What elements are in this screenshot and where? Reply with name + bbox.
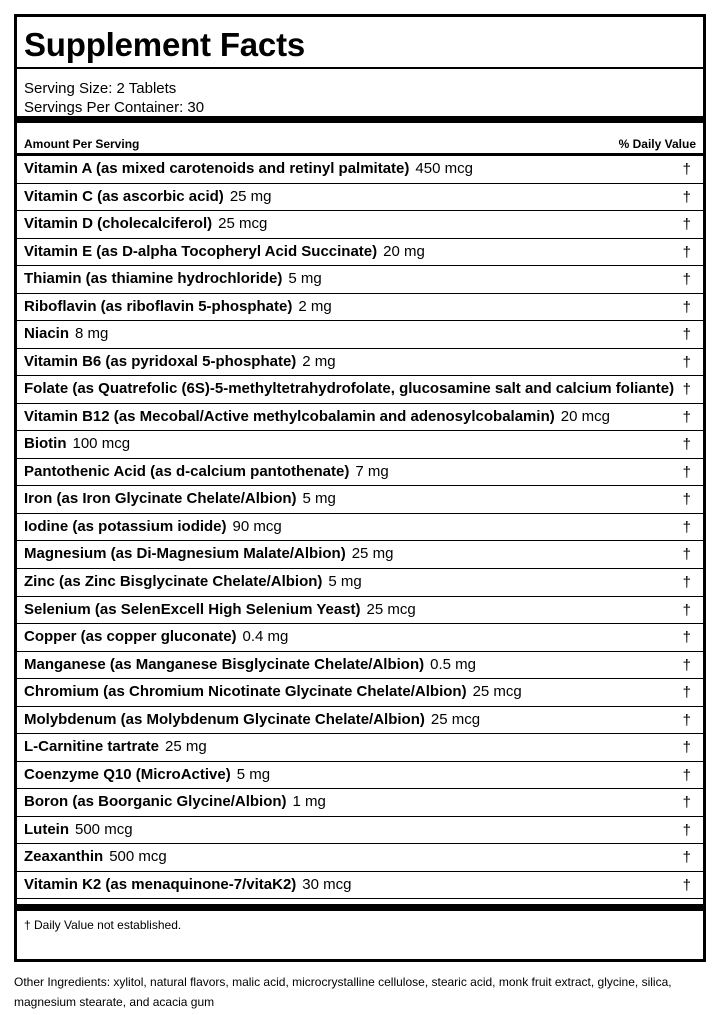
amount-per-serving-label: Amount Per Serving	[24, 137, 140, 151]
nutrient-row	[17, 184, 703, 212]
nutrient-name-cell	[24, 211, 267, 237]
nutrient-name-cell	[24, 597, 416, 623]
nutrient-name-cell	[24, 431, 130, 457]
nutrient-name-cell	[24, 294, 332, 320]
panel-title: Supplement Facts	[17, 17, 703, 69]
nutrient-name: Zinc (as Zinc Bisglycinate Chelate/Albion)	[24, 572, 323, 590]
nutrient-amount: 25 mcg	[218, 215, 268, 233]
nutrient-amount: 500 mcg	[75, 820, 133, 838]
nutrient-row	[17, 459, 703, 487]
nutrient-name: Manganese (as Manganese Bisglycinate Chelate/Albion)	[24, 655, 425, 673]
nutrient-amount: 5 mg	[328, 572, 362, 590]
nutrient-amount: 7 mg	[355, 462, 389, 480]
daily-value-dagger: †	[682, 629, 691, 647]
nutrient-amount: 2 mg	[298, 297, 332, 315]
other-ingredients: Other Ingredients: xylitol, natural flavors, malic acid, microcrystalline cellulose, stearic acid, monk fruit extract, glycine, silica, magnesium stearate, and acacia gum	[14, 975, 672, 1009]
nutrient-row	[17, 431, 703, 459]
nutrient-row	[17, 294, 703, 322]
nutrient-name: Riboflavin (as riboflavin 5-phosphate)	[24, 297, 293, 315]
nutrient-row	[17, 541, 703, 569]
nutrient-row	[17, 321, 703, 349]
nutrient-amount: 30 mcg	[302, 875, 352, 893]
nutrient-amount: 0.5 mg	[430, 655, 476, 673]
nutrient-amount: 25 mcg	[430, 710, 481, 728]
nutrient-name: Copper (as copper gluconate)	[24, 628, 237, 646]
nutrient-amount: 0.4 mg	[242, 628, 289, 646]
nutrient-row	[17, 349, 703, 377]
daily-value-dagger: †	[682, 766, 691, 784]
nutrient-name: Vitamin B6 (as pyridoxal 5-phosphate)	[24, 352, 297, 370]
nutrient-name-cell	[24, 707, 480, 733]
nutrient-amount: 25 mg	[229, 187, 272, 205]
nutrient-amount: 5 mg	[302, 490, 336, 508]
daily-value-dagger: †	[682, 739, 691, 757]
daily-value-dagger: †	[682, 353, 691, 371]
nutrient-name-cell	[24, 569, 362, 595]
column-header	[17, 130, 703, 156]
nutrient-amount: 5 mg	[288, 270, 322, 288]
nutrient-amount: 450 mcg	[415, 160, 473, 177]
nutrient-name-cell	[24, 184, 272, 210]
nutrient-name-cell	[24, 762, 270, 788]
nutrient-name: Zeaxanthin	[24, 848, 104, 866]
nutrient-row	[17, 624, 703, 652]
daily-value-dagger: †	[682, 381, 691, 399]
nutrient-name-cell	[24, 486, 336, 512]
nutrient-name-cell	[24, 349, 336, 375]
nutrient-amount: 100 mcg	[72, 435, 131, 453]
nutrient-table	[17, 156, 703, 899]
nutrient-name: Vitamin B12 (as Mecobal/Active methylcobalamin and adenosylcobalamin)	[24, 407, 555, 425]
daily-value-dagger: †	[682, 711, 691, 729]
daily-value-dagger: †	[682, 656, 691, 674]
nutrient-row	[17, 376, 703, 404]
nutrient-row	[17, 211, 703, 239]
nutrient-amount: 500 mcg	[109, 848, 167, 866]
nutrient-row	[17, 486, 703, 514]
nutrient-name: Iron (as Iron Glycinate Chelate/Albion)	[24, 490, 297, 508]
nutrient-amount: 1 mg	[292, 793, 326, 811]
nutrient-row	[17, 652, 703, 680]
nutrient-amount: 8 mg	[75, 325, 109, 343]
nutrient-amount: 25 mcg	[366, 600, 416, 618]
nutrient-row	[17, 597, 703, 625]
nutrient-name: Vitamin D (cholecalciferol)	[24, 215, 213, 233]
daily-value-dagger: †	[682, 821, 691, 839]
nutrient-name-cell	[24, 789, 326, 815]
nutrient-amount: 25 mcg	[472, 683, 522, 701]
nutrient-row	[17, 514, 703, 542]
nutrient-amount: 20 mg	[383, 242, 425, 260]
daily-value-dagger: †	[682, 298, 691, 316]
nutrient-name-cell	[24, 239, 425, 265]
nutrient-name-cell	[24, 266, 322, 292]
daily-value-dagger: †	[682, 271, 691, 289]
nutrient-amount: 20 mcg	[560, 407, 610, 425]
nutrient-name-cell	[24, 321, 108, 347]
nutrient-amount: 90 mcg	[232, 517, 282, 535]
nutrient-row	[17, 707, 703, 735]
nutrient-amount: 25 mg	[165, 738, 207, 756]
nutrient-row	[17, 872, 703, 900]
nutrient-name: Vitamin K2 (as menaquinone-7/vitaK2)	[24, 875, 297, 893]
nutrient-name: Iodine (as potassium iodide)	[24, 517, 227, 535]
nutrient-name: Boron (as Boorganic Glycine/Albion)	[24, 793, 287, 811]
nutrient-name: Chromium (as Chromium Nicotinate Glycinate Chelate/Albion)	[24, 683, 467, 701]
nutrient-row	[17, 817, 703, 845]
nutrient-name-cell	[24, 817, 133, 843]
daily-value-dagger: †	[682, 408, 691, 426]
nutrient-name-cell	[24, 156, 473, 182]
daily-value-dagger: †	[682, 188, 691, 206]
daily-value-dagger: †	[682, 684, 691, 702]
nutrient-name: Vitamin C (as ascorbic acid)	[24, 187, 224, 205]
nutrient-name: Lutein	[24, 820, 69, 838]
nutrient-name: Coenzyme Q10 (MicroActive)	[24, 765, 231, 783]
nutrient-name: Thiamin (as thiamine hydrochloride)	[24, 270, 283, 288]
nutrient-name-cell	[24, 376, 680, 402]
daily-value-dagger: †	[682, 216, 691, 234]
nutrient-amount: 2 mg	[302, 352, 336, 370]
nutrient-name: Vitamin E (as D-alpha Tocopheryl Acid Succinate)	[24, 242, 378, 260]
nutrient-name: L-Carnitine tartrate	[24, 738, 160, 756]
nutrient-name: Folate (as Quatrefolic (6S)-5-methyltetrahydrofolate, glucosamine salt and calcium foliante)	[24, 380, 675, 398]
nutrient-name: Vitamin A (as mixed carotenoids and retinyl palmitate)	[24, 160, 410, 177]
nutrient-row	[17, 569, 703, 597]
daily-value-dagger: †	[682, 491, 691, 509]
nutrient-name: Molybdenum (as Molybdenum Glycinate Chelate/Albion)	[24, 710, 425, 728]
nutrient-row	[17, 404, 703, 432]
daily-value-dagger: †	[682, 573, 691, 591]
nutrient-row	[17, 679, 703, 707]
daily-value-dagger: †	[682, 546, 691, 564]
nutrient-name-cell	[24, 652, 476, 678]
bottom-divider	[17, 904, 703, 911]
nutrient-row	[17, 844, 703, 872]
nutrient-name-cell	[24, 734, 207, 760]
nutrient-name: Niacin	[24, 325, 70, 343]
nutrient-name-cell	[24, 459, 389, 485]
daily-value-dagger: †	[682, 601, 691, 619]
daily-value-dagger: †	[682, 161, 691, 178]
nutrient-row	[17, 734, 703, 762]
nutrient-row	[17, 266, 703, 294]
nutrient-amount: 25 mg	[351, 545, 394, 563]
daily-value-dagger: †	[682, 794, 691, 812]
nutrient-row	[17, 239, 703, 267]
nutrient-name: Pantothenic Acid (as d-calcium pantothenate)	[24, 462, 350, 480]
daily-value-dagger: †	[682, 463, 691, 481]
nutrient-name-cell	[24, 872, 352, 898]
nutrient-name: Biotin	[24, 435, 67, 453]
daily-value-dagger: †	[682, 326, 691, 344]
nutrient-name-cell	[24, 624, 288, 650]
nutrient-name: Selenium (as SelenExcell High Selenium Yeast)	[24, 600, 361, 618]
nutrient-name: Magnesium (as Di-Magnesium Malate/Albion)	[24, 545, 346, 563]
nutrient-name-cell	[24, 679, 522, 705]
footnote: † Daily Value not established.	[24, 918, 182, 932]
daily-value-dagger: †	[682, 518, 691, 536]
nutrient-row	[17, 156, 703, 184]
nutrient-row	[17, 789, 703, 817]
daily-value-dagger: †	[682, 436, 691, 454]
supplement-facts-panel	[14, 14, 706, 962]
daily-value-dagger: †	[682, 876, 691, 894]
daily-value-label: % Daily Value	[618, 137, 696, 151]
servings-per-container: Servings Per Container: 30	[24, 99, 205, 116]
serving-info	[17, 69, 703, 123]
daily-value-dagger: †	[682, 243, 691, 261]
nutrient-name-cell	[24, 514, 282, 540]
daily-value-dagger: †	[682, 849, 691, 867]
nutrient-name-cell	[24, 844, 167, 870]
serving-size: Serving Size: 2 Tablets	[24, 80, 177, 97]
nutrient-row	[17, 762, 703, 790]
nutrient-amount: 5 mg	[236, 765, 271, 783]
nutrient-name-cell	[24, 541, 393, 567]
nutrient-name-cell	[24, 404, 610, 430]
